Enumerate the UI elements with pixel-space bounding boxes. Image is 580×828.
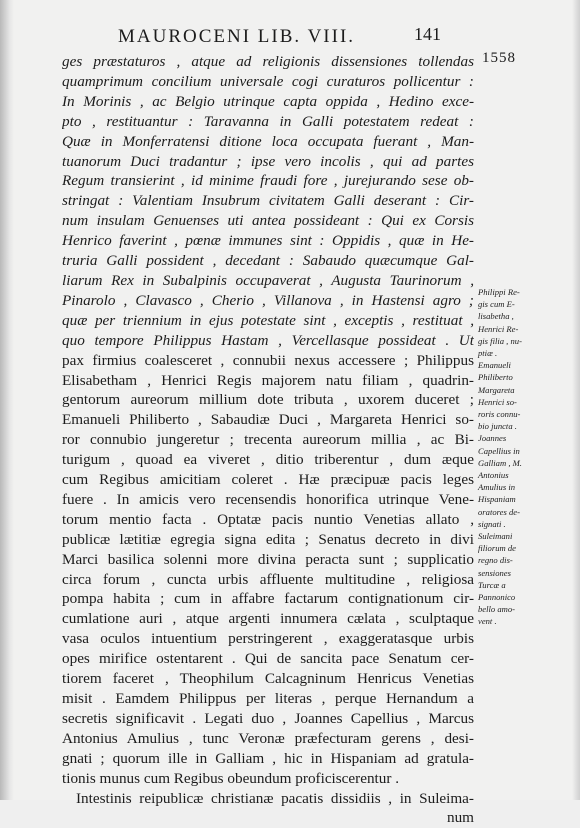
marginal-note-line: Emanueli [478, 360, 511, 371]
marginal-note-line: Henrici so- [478, 396, 517, 407]
text-line: turigum , quoad ea viveret , ditio triberentur , dum æque [62, 451, 474, 469]
text-line: Pinarolo , Clavasco , Cherio , Villanova , in Hastensi agro ; [62, 291, 474, 309]
text-line: tiorem faceret , Theophilum Calcagninum Henricus Venetias [62, 670, 474, 688]
marginal-note-line: Hispaniam [478, 494, 516, 505]
text-line: gentorum aureorum millium dote tributa , uxorem duceret ; [62, 391, 474, 409]
text-line: quamprimum concilium universale cogi curaturos pollicentur : [62, 72, 474, 90]
marginal-note-line: ptiæ . [478, 348, 498, 359]
marginal-note-line: Philiberto [478, 372, 513, 383]
text-line: tuanorum Duci tradantur ; ipse vero incolis , qui ad partes [62, 152, 474, 170]
text-line: Quæ in Monferratensi ditione loca occupata fuerant , Man- [62, 132, 474, 150]
page-number: 141 [414, 24, 441, 44]
marginal-note-line: oratores de- [478, 506, 520, 517]
text-line: Elisabetham , Henrici Regis majorem natu filiam , quadrin- [62, 371, 474, 389]
text-line: pax firmius coalesceret , connubii nexus accessere ; Philippus [62, 351, 474, 369]
text-line: circa forum , cuncta urbis affluente multitudine , religiosa [62, 570, 474, 588]
text-line: opes mirifice ostentarent . Qui de sancita pace Senatum cer- [62, 650, 474, 668]
marginal-note-line: bello amo- [478, 604, 515, 615]
text-line: ges præstaturos , atque ad religionis dissensiones tollendas [62, 53, 474, 70]
marginal-note-line: Philippi Re- [478, 287, 520, 297]
text-line: quo tempore Philippus Hastam , Vercellasque possideat . Ut [62, 331, 474, 349]
margin-year: 1558 [482, 50, 516, 66]
text-line: tionis munus cum Regibus obeundum proficiscerentur . [62, 769, 400, 787]
marginal-note-line: signati . [478, 518, 506, 529]
marginal-note-line: Galliam , M. [478, 457, 522, 468]
marginal-note-line: roris connu- [478, 409, 521, 420]
marginal-note-line: Capellius in [478, 445, 520, 456]
text-line: stringat : Valentiam Insubrum civitatem Galli deserant : Cir- [62, 192, 474, 210]
text-line: Intestinis reipublicæ christianæ pacatis dissidiis , in Suleima- [76, 789, 474, 807]
text-line: ror connubio jungeretur ; trecenta aureorum millia , ac Bi- [62, 431, 474, 449]
marginal-note-line: gis filia , nu- [478, 335, 522, 346]
text-line: vasa oculos intuentium perstringerent , exaggeratasque urbis [62, 630, 474, 648]
marginal-note-line: vent . [478, 616, 497, 627]
text-line: secretis significavit . Legati duo , Joannes Capellius , Marcus [62, 709, 474, 727]
text-line: cum Regibus amicitiam coleret . Hæ præcipuæ pacis leges [62, 471, 474, 489]
text-line: torum mentio facta . Optatæ pacis nuntio Venetias allato , [62, 510, 474, 528]
text-line: truria Galli possident , decedant : Sabaudo quæcumque Gal- [62, 252, 474, 270]
text-line: num [446, 809, 474, 827]
text-line: In Morinis , ac Belgio utrinque capta oppida , Hedino exce- [62, 92, 474, 110]
text-line: num insulam Genuenses uti antea possideant : Qui ex Corsis [62, 212, 474, 230]
marginal-note-line: Suleimani [478, 531, 513, 542]
marginal-note-line: Amulius in [478, 482, 516, 493]
page-edge-shadow [572, 0, 580, 800]
text-line: liarum Rex in Subalpinis occupaverat , Augusta Taurinorum , [62, 271, 474, 289]
marginal-note-line: filiorum de [478, 543, 516, 554]
text-line: gnati ; quorum ille in Galliam , hic in Hispaniam ad gratula- [62, 749, 474, 767]
marginal-note-line: sensiones [478, 567, 511, 578]
text-line: publicæ lætitiæ egregia signa edita ; Senatus decreto in divi [62, 530, 474, 548]
marginal-notes [478, 286, 558, 628]
text-line: fuere . In amicis vero recensendis honorifica utrinque Vene- [62, 490, 474, 508]
text-line: Regum transierint , id minime fraudi fore , jurejurando sese ob- [62, 172, 474, 190]
text-line: Antonius Amulius , tunc Veronæ præfecturam gerens , desi- [62, 729, 474, 747]
text-line: Henrico faverint , pœnæ immunes sint : Oppidis , quæ in He- [62, 232, 474, 250]
marginal-note-line: Turcæ a [478, 579, 506, 590]
text-line: Emanueli Philiberto , Sabaudiæ Duci , Margareta Henrici so- [62, 411, 474, 429]
marginal-note-line: gis cum E- [478, 299, 515, 310]
text-line: pompa habita ; cum in affabre factarum contignationum cir- [62, 590, 474, 608]
text-line: cumlatione auri , atque argenti innumera cælata , sculptaque [62, 610, 474, 628]
marginal-note-line: lisabetha , [478, 311, 514, 322]
marginal-note-line: Henrici Re- [478, 323, 519, 334]
marginal-note-line: Joannes [478, 433, 507, 444]
text-line: pto , restituantur : Taravanna in Galli potestatem redeat : [62, 112, 474, 130]
text-line: quæ per triennium in ejus potestate sint , exceptis , restituat , [62, 311, 474, 329]
marginal-note-line: bio juncta . [478, 421, 517, 432]
page-gutter-shadow [0, 0, 14, 800]
marginal-note-line: Antonius [478, 470, 509, 481]
marginal-note-line: Margareta [478, 384, 515, 395]
marginal-note-line: Pannonico [478, 592, 516, 603]
marginal-note-line: regno dis- [478, 555, 513, 566]
running-title: MAUROCENI LIB. VIII. [118, 26, 356, 47]
text-line: misit . Eamdem Philippus per literas , perque Hernandum a [62, 690, 474, 707]
main-text-block [62, 52, 474, 828]
text-line: Marci basilica solenni more divina peracta sunt ; supplicatio [62, 550, 474, 568]
